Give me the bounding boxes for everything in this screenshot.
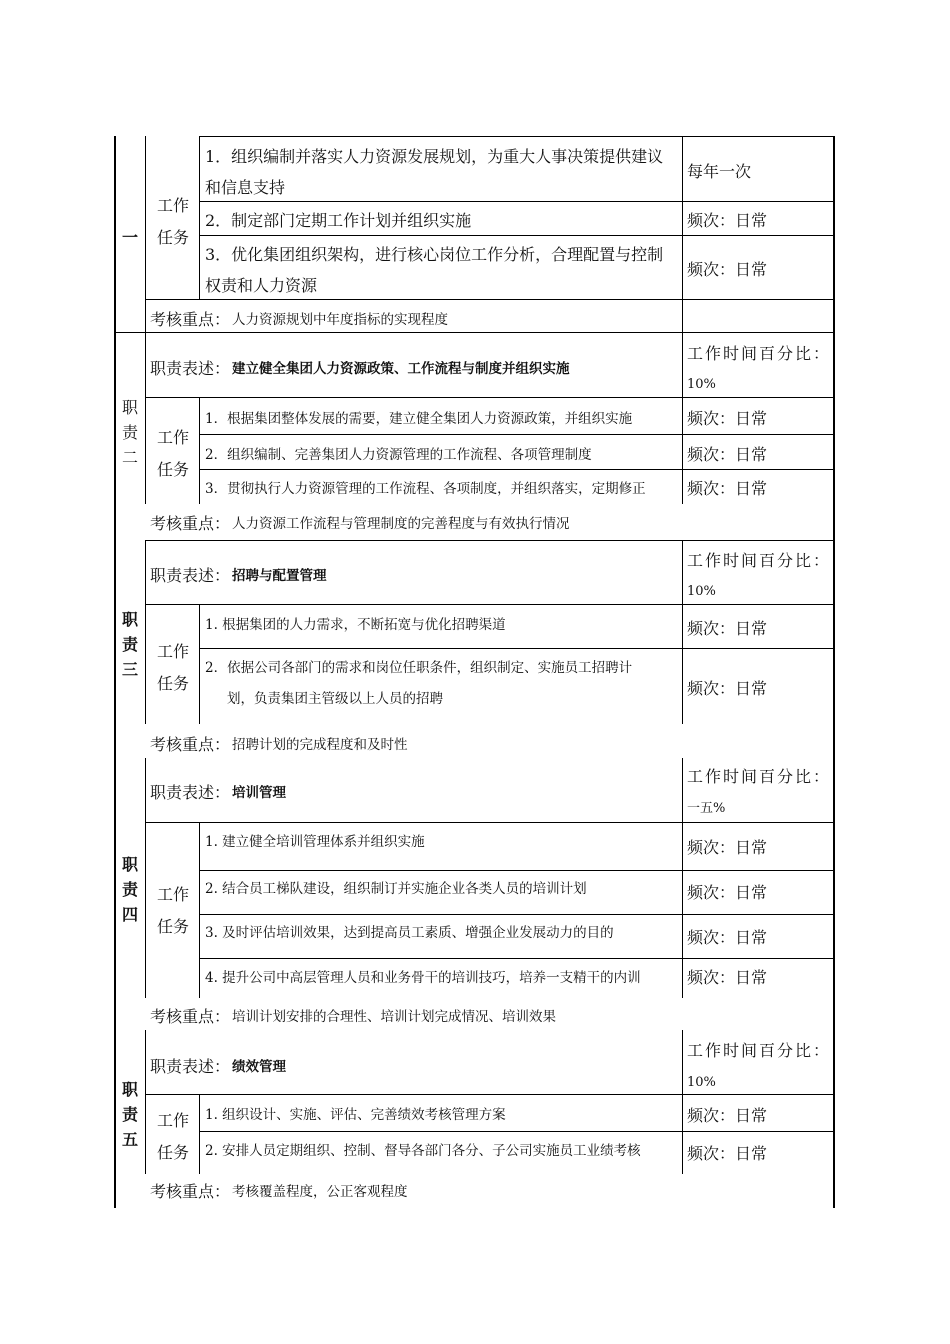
table-right-border [833,136,835,1208]
section4-kpi: 培训计划安排的合理性、培训计划完成情况、培训效果 [232,1009,556,1025]
section5-desc: 绩效管理 [232,1059,286,1075]
section4-label: 职 责 四 [122,855,139,924]
section1-task2-freq: 频次：日常 [687,211,768,230]
section1-task3-freq: 频次：日常 [687,260,768,279]
section3-kpi-label: 考核重点： [150,735,231,754]
section1-task1-line2: 和信息支持 [205,178,286,197]
section1-task-label-2: 任务 [157,228,190,247]
section4-time-value: 一五% [687,801,726,816]
section2-task-label-2: 任务 [157,460,190,479]
table-top-border [199,136,835,137]
section3-task2-freq: 频次：日常 [687,679,768,698]
section1-kpi: 人力资源规划中年度指标的实现程度 [232,312,448,328]
section4-task3-freq: 频次：日常 [687,928,768,947]
section2-kpi-label: 考核重点： [150,514,231,533]
section5-desc-label: 职责表述： [150,1057,231,1076]
section2-task3-freq: 频次：日常 [687,479,768,498]
section2-label: 职 责 二 [122,398,139,467]
section3-task-label-1: 工作 [157,642,190,661]
section1-task3-line2: 权责和人力资源 [205,276,318,295]
section1-kpi-label: 考核重点： [150,310,231,329]
section5-time-value: 10% [687,1075,716,1090]
section4-task-label-1: 工作 [157,885,190,904]
section1-task2: 2．制定部门定期工作计划并组织实施 [205,211,472,230]
section1-label: 一 [122,228,139,247]
section5-task1-freq: 频次：日常 [687,1106,768,1125]
section3-task2-line2: 划，负责集团主管级以上人员的招聘 [227,691,443,707]
section5-time-label: 工作时间百分比： [687,1041,832,1060]
section2-time-label: 工作时间百分比： [687,344,832,363]
section1-task3-line1: 3．优化集团组织架构，进行核心岗位工作分析，合理配置与控制 [205,245,664,264]
section2-task2: 2．组织编制、完善集团人力资源管理的工作流程、各项管理制度 [205,447,592,463]
section4-task-label-2: 任务 [157,917,190,936]
section1-task-label-1: 工作 [157,196,190,215]
section3-desc: 招聘与配置管理 [232,568,327,584]
section2-task3: 3．贯彻执行人力资源管理的工作流程、各项制度，并组织落实，定期修正 [205,481,646,497]
section2-task1: 1．根据集团整体发展的需要，建立健全集团人力资源政策，并组织实施 [205,411,633,427]
section5-label: 职 责 五 [122,1080,139,1149]
section5-task-label-2: 任务 [157,1143,190,1162]
section2-task1-freq: 频次：日常 [687,409,768,428]
section3-task1: 1. 根据集团的人力需求，不断拓宽与优化招聘渠道 [205,617,506,633]
section4-desc-label: 职责表述： [150,783,231,802]
section4-task4: 4. 提升公司中高层管理人员和业务骨干的培训技巧，培养一支精干的内训 [205,970,641,986]
section5-task1: 1. 组织设计、实施、评估、完善绩效考核管理方案 [205,1107,506,1123]
section3-time-label: 工作时间百分比： [687,551,832,570]
section1-task1-freq: 每年一次 [687,162,752,181]
section4-task2-freq: 频次：日常 [687,883,768,902]
section3-task1-freq: 频次：日常 [687,619,768,638]
section4-task1: 1. 建立健全培训管理体系并组织实施 [205,834,425,850]
section3-desc-label: 职责表述： [150,566,231,585]
section5-kpi: 考核覆盖程度，公正客观程度 [232,1184,408,1200]
section4-task3: 3. 及时评估培训效果，达到提高员工素质、增强企业发展动力的目的 [205,925,614,941]
section1-task1-line1: 1．组织编制并落实人力资源发展规划，为重大人事决策提供建议 [205,147,664,166]
section2-time-value: 10% [687,377,716,392]
section3-label: 职 责 三 [122,610,139,679]
section5-task2: 2. 安排人员定期组织、控制、督导各部门各分、子公司实施员工业绩考核 [205,1143,641,1159]
section5-task2-freq: 频次：日常 [687,1144,768,1163]
section4-kpi-label: 考核重点： [150,1007,231,1026]
section3-task2-line1: 2．依据公司各部门的需求和岗位任职条件，组织制定、实施员工招聘计 [205,660,633,676]
section5-kpi-label: 考核重点： [150,1182,231,1201]
section2-desc: 建立健全集团人力资源政策、工作流程与制度并组织实施 [232,361,570,377]
section2-desc-label: 职责表述： [150,359,231,378]
section4-task4-freq: 频次：日常 [687,968,768,987]
section4-desc: 培训管理 [232,785,286,801]
section2-task2-freq: 频次：日常 [687,445,768,464]
section4-time-label: 工作时间百分比： [687,767,832,786]
section4-task2: 2. 结合员工梯队建设，组织制订并实施企业各类人员的培训计划 [205,881,587,897]
section3-task-label-2: 任务 [157,674,190,693]
section2-kpi: 人力资源工作流程与管理制度的完善程度与有效执行情况 [232,516,570,532]
section3-time-value: 10% [687,584,716,599]
section3-kpi: 招聘计划的完成程度和及时性 [232,737,408,753]
section2-task-label-1: 工作 [157,428,190,447]
section4-task1-freq: 频次：日常 [687,838,768,857]
table-left-border [114,136,116,1208]
section5-task-label-1: 工作 [157,1111,190,1130]
